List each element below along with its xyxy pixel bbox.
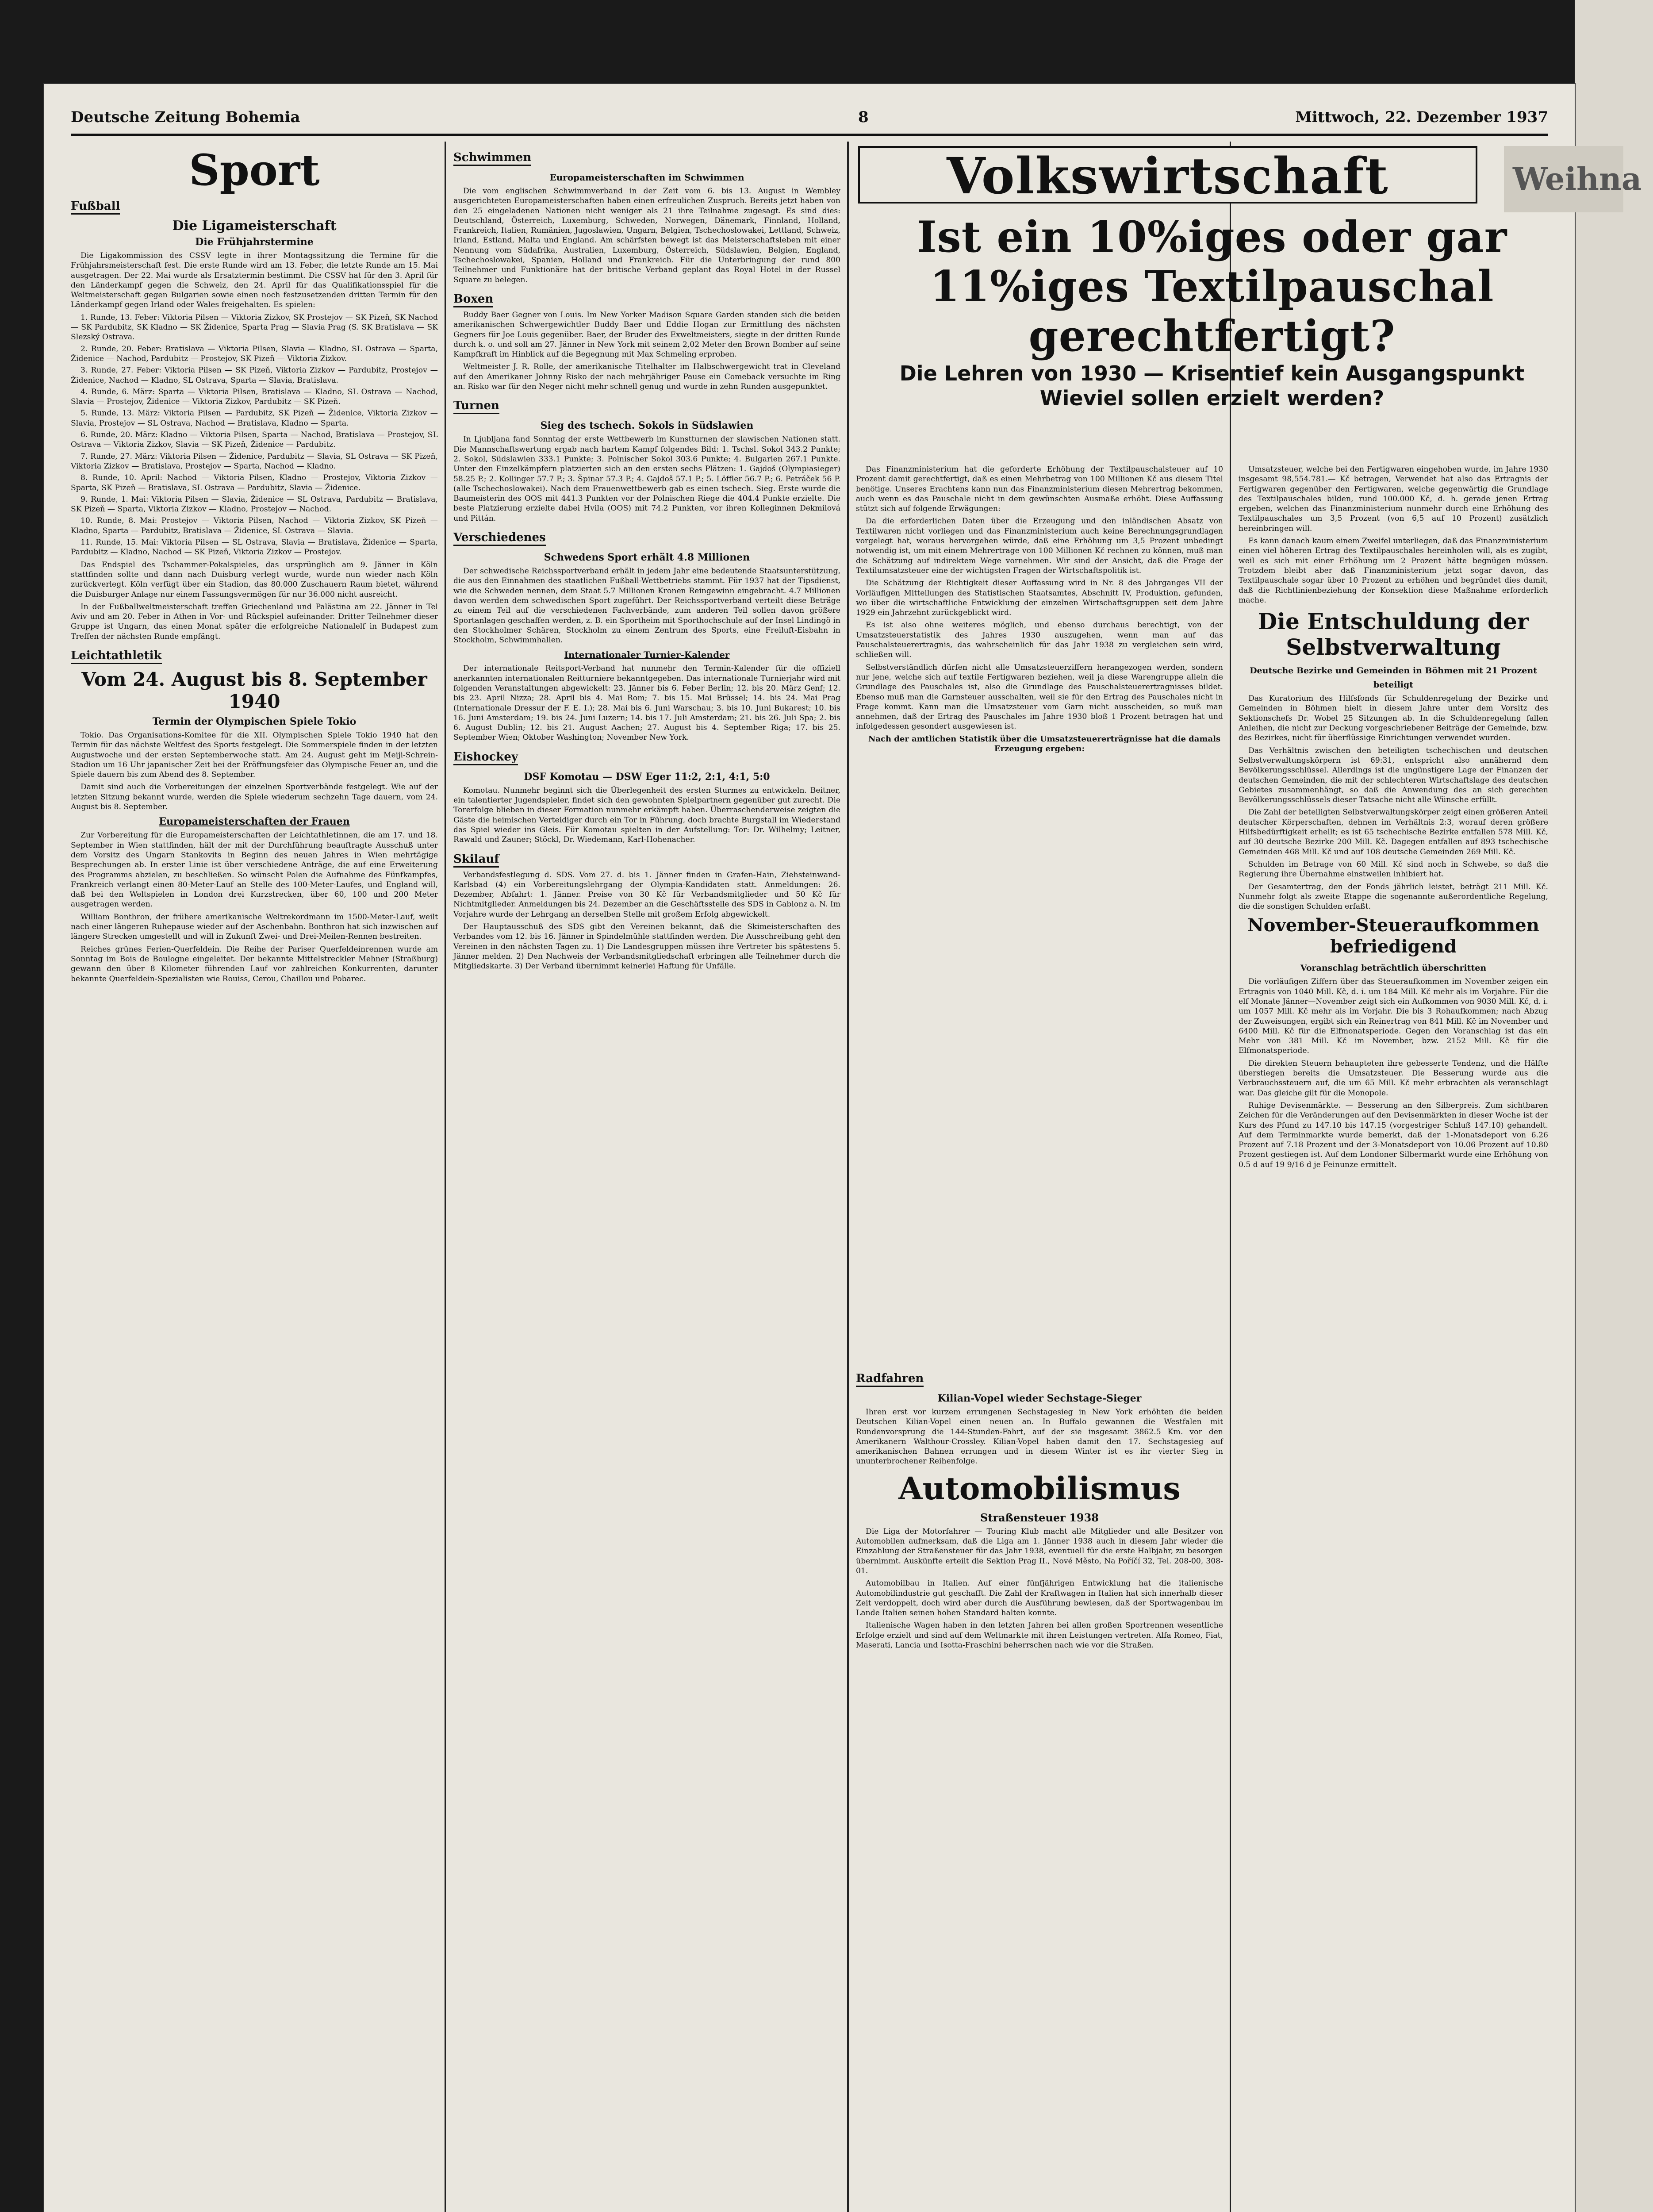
- article-text: Das Kuratorium des Hilfsfonds für Schuldenregelung der Bezirke und Gemeinden in Böhmen hielt in diesem Jahre unter dem Vorsitz des Sektionschefs Dr. Wobel 25 Sitzungen ab. In die Schuldenregelung fallen Anleihen, die nicht zur Deckung vorgeschriebener Beiträge der Gemeinde, bzw. des Bezirkes, nicht für überflüssige Einrichtungen verwendet wurden.: [1239, 694, 1548, 743]
- article-text: Das Endspiel des Tschammer-Pokalspieles, das ursprünglich am 9. Jänner in Köln stattfinden sollte und dann nach Duisburg verlegt wurde, wurde nun wieder nach Köln zurückverlegt. Köln verfügt über ein Stadion, das 80.000 Zuschauern Raum bietet, während die Duisburger Anlage nur einem Fassungsvermögen für nur 36.000 nicht ausreicht.: [71, 560, 438, 599]
- list-item: 8. Runde, 10. April: Nachod — Viktoria Pilsen, Kladno — Prostejov, Viktoria Zizkov — Sparta, SK Pizeň — Bratislava, SL Ostrava — Pardubitz, Slavia — Židenice.: [71, 473, 438, 492]
- section-leichtathletik: Leichtathletik: [71, 649, 162, 664]
- automobilismus-title: Automobilismus: [898, 1470, 1181, 1507]
- article-text: Umsatzsteuer, welche bei den Fertigwaren eingehoben wurde, im Jahre 1930 insgesamt 98,554.781.— Kč betragen, Verwendet hat also das Ertragnis der Fertigwaren gegenüber den Fertigwaren, welche gegenwärtig die Grundlage des Textilpauschales bilden, rund 100.000 Kč, d. h. gerade jenen Ertrag ergeben, welchen das Finanzministerium nunmehr durch eine Erhöhung des Textilpauschales um 3,5 Prozent (von 6,5 auf 10 Prozent) zusätzlich hereinbringen will.: [1239, 465, 1548, 533]
- economy-column: [856, 465, 1223, 1349]
- newspaper-page: [44, 84, 1642, 2212]
- subheadline: DSF Komotau — DSW Eger 11:2, 2:1, 4:1, 5:0: [524, 771, 770, 783]
- subheadline: Europameisterschaften im Schwimmen: [549, 172, 744, 183]
- subheadline: Deutsche Bezirke und Gemeinden in Böhmen mit 21 Prozent beteiligt: [1250, 666, 1537, 690]
- article-text: Nach der amtlichen Statistik über die Umsatzsteuererträgnisse hat die damals Erzeugung ergeben:: [868, 734, 1221, 754]
- round-list: [71, 313, 438, 557]
- issue-date: Mittwoch, 22. Dezember 1937: [1295, 108, 1548, 126]
- article-text: Ruhige Devisenmärkte. — Besserung an den Silberpreis. Zum sichtbaren Zeichen für die Veränderungen auf den Devisenmärkten in dieser Woche ist der Kurs des Pfund zu 147.10 bis 147.15 (vorgestriger Schluß 147.10) gehandelt. Auf dem Terminmarkte wurde bemerkt, daß der 1-Monatsdeport von 6.26 Prozent auf 7.18 Prozent und der 3-Monatsdeport von 10.06 Prozent auf 10.80 Prozent gestiegen ist. Auf dem Londoner Silbermarkt wurde eine Erhöhung von 0.5 d auf 19 9/16 d je Feinunze ermittelt.: [1239, 1101, 1548, 1169]
- subheadline: Voranschlag beträchtlich überschritten: [1300, 963, 1487, 973]
- sport-column: [71, 146, 438, 2212]
- article-text: Da die erforderlichen Daten über die Erzeugung und den inländischen Absatz von Textilwaren nicht vorliegen und das Finanzministerium auch keine Berechnungsgrundlagen vorgelegt hat, woraus hervorgehen würde, daß eine Erhöhung um 3,5 Prozent unbedingt notwendig ist, um mit einem Mehrertrage von 100 Millionen Kč rechnen zu können, muß man die Schätzung auf indirektem Wege vornehmen. Wir sind der Ansicht, daß die Frage der Textilumsatzsteuer eine der wichtigsten Fragen der Wirtschaftspolitik ist.: [856, 517, 1223, 575]
- list-item: 7. Runde, 27. März: Viktoria Pilsen — Židenice, Pardubitz — Slavia, SL Ostrava — SK Pizeň, Viktoria Zizkov — Bratislava, Prostejov — Sparta, Nachod — Kladno.: [71, 452, 438, 471]
- article-text: Schulden im Betrage von 60 Mill. Kč sind noch in Schwebe, so daß die Regierung ihre Übernahme einstweilen inhibiert hat.: [1239, 860, 1548, 879]
- subheadline: Internationaler Turnier-Kalender: [564, 649, 730, 661]
- article-text: Ihren erst vor kurzem errungenen Sechstagesieg in New York erhöhten die beiden Deutschen Kilian-Vopel einen neuen an. In Buffalo gewannen die Westfalen mit Rundenvorsprung die 144-Stunden-Fahrt, auf der sie insgesamt 3862.5 Km. vor den Amerikanern Walthour-Crossley. Kilian-Vopel haben damit den 17. Sechstagesieg auf amerikanischen Bahnen errungen und in diesem Winter ist es ihr vierter Sieg in ununterbrochener Reihenfolge.: [856, 1408, 1223, 1466]
- article-text: Der schwedische Reichssportverband erhält in jedem Jahr eine bedeutende Staatsunterstützung, die aus den Einnahmen des staatlichen Fußball-Wettbetriebs stammt. Für 1937 hat der Tipsdienst, wie die Schweden nennen, dem Staat 5.7 Millionen Kronen Reingewinn eingebracht. 4.7 Millionen davon werden dem schwedischen Sport zugeführt. Der Reichssportverband verteilt diese Beträge zu einem Teil auf die verschiedenen Fachverbände, zum anderen Teil sollen davon größere Sportanlagen geschaffen werden, z. B. ein Sportheim mit Sporthochschule auf der Insel Lindingö in den Stockholmer Schären, Stockholm zu einem Zentrum des Sports, eine Freiluft-Eisbahn in Stockholm, Schwimmhallen.: [453, 567, 840, 645]
- article-text: Das Finanzministerium hat die geforderte Erhöhung der Textilpauschalsteuer auf 10 Prozent damit gerechtfertigt, daß es einen Mehrbetrag von 100 Millionen Kč aus diesem Titel benötige. Unseres Erachtens kann nun das Finanzministerium diesen Mehrertrag bekommen, auch wenn es das Pauschale nicht in dem gewünschten Ausmaße erhöht. Diese Auffassung stützt sich auf folgende Erwägungen:: [856, 465, 1223, 514]
- list-item: 5. Runde, 13. März: Viktoria Pilsen — Pardubitz, SK Pizeň — Židenice, Viktoria Zizkov — Slavia, Prostejov — SL Ostrava, Nachod — Bratislava, Kladno — Sparta.: [71, 409, 438, 428]
- section-skilauf: Skilauf: [453, 852, 499, 868]
- article-text: Die Liga der Motorfahrer — Touring Klub macht alle Mitglieder und alle Besitzer von Automobilen aufmerksam, daß die Liga am 1. Jänner 1938 auch in diesem Jahr wieder die Einzahlung der Straßensteuer für das Jahr 1938, eventuell für die erste Halbjahr, zu besorgen übernimmt. Auskünfte erteilt die Sektion Prag II., Nové Město, Na Poříčí 32, Tel. 208-00, 308-01.: [856, 1527, 1223, 1575]
- column-divider: [1230, 142, 1231, 2212]
- section-turnen: Turnen: [453, 399, 499, 414]
- headline: Vom 24. August bis 8. September 1940: [81, 668, 427, 712]
- article-text: Der Gesamtertrag, den der Fonds jährlich leistet, beträgt 211 Mill. Kč. Nunmehr folgt als zweite Etappe die sogenannte außerordentliche Regelung, die die sonstigen Schulden erfaßt.: [1239, 882, 1548, 911]
- economy-column-2: [1239, 465, 1548, 2212]
- list-item: 3. Runde, 27. Feber: Viktoria Pilsen — SK Pizeň, Viktoria Zizkov — Pardubitz, Prostejov — Židenice, Nachod — Kladno, SL Ostrava, Sparta — Slavia, Bratislava.: [71, 366, 438, 385]
- subheadline: Europameisterschaften der Frauen: [159, 816, 350, 828]
- headline: Ist ein 10%iges oder gar 11%iges Textilpauschal gerechtfertigt?: [917, 212, 1507, 361]
- subheadline: Schwedens Sport erhält 4.8 Millionen: [544, 552, 750, 564]
- list-item: 1. Runde, 13. Feber: Viktoria Pilsen — Viktoria Zizkov, SK Prostejov — SK Pizeň, SK Nachod — SK Pardubitz, SK Kladno — SK Židenice, Sparta Prag — Slavia Prag (S. SK Bratislava — SK Slezský Ostrava.: [71, 313, 438, 342]
- headline: Die Ligameisterschaft: [172, 218, 337, 234]
- masthead: [71, 108, 1548, 135]
- main-headline: [858, 212, 1566, 411]
- article-text: Die direkten Steuern behaupteten ihre gebesserte Tendenz, und die Hälfte überstiegen bereits die Umsatzsteuer. Die Besserung wurde aus die Verbrauchssteuern auf, die um 65 Mill. Kč mehr erbrachten als veranschlagt war. Das gleiche gilt für die Monopole.: [1239, 1059, 1548, 1098]
- article-text: Die vom englischen Schwimmverband in der Zeit vom 6. bis 13. August in Wembley ausgerichteten Europameisterschaften haben einen erfreulichen Zuspruch. Bereits jetzt haben von den 25 eingeladenen Nationen nicht weniger als 21 ihre Teilnahme zugesagt. Es sind dies: Deutschland, Österreich, Luxemburg, Schweden, Norwegen, Dänemark, Finnland, Holland, Frankreich, Italien, Rumänien, Jugoslawien, Ungarn, Belgien, Tschechoslowakei, Lettland, Schweiz, Irland, Estland, Malta und England. Am schärfsten bewegt ist das Meisterschaftsleben mit einer Nennung vom Südafrika, Australien, Luxemburg, Österreich, Südslawien, Belgien, England, Tschechoslowakei, Spanien, Holland und Frankreich. Für die Unterbringung der rund 800 Teilnehmer und Funktionäre hat der britische Verband geplant das Royal Hotel in der Russel Square zu belegen.: [453, 187, 840, 284]
- list-item: 10. Runde, 8. Mai: Prostejov — Viktoria Pilsen, Nachod — Viktoria Zizkov, SK Pizeň — Kladno, Sparta — Pardubitz, Bratislava — Židenice, SL Ostrava — Slavia.: [71, 516, 438, 535]
- article-text: Damit sind auch die Vorbereitungen der einzelnen Sportverbände festgelegt. Wie auf der letzten Sitzung bekannt wurde, werden die Spiele wiederum sechzehn Tage dauern, vom 24. August bis 8. September.: [71, 783, 438, 812]
- article-text: Italienische Wagen haben in den letzten Jahren bei allen großen Sportrennen wesentliche Erfolge erzielt und sind auf dem Weltmarkte mit ihren Leistungen vertreten. Alfa Romeo, Fiat, Maserati, Lancia und Isotta-Fraschini beherrschen nach wie vor die Straßen.: [856, 1621, 1223, 1650]
- article-text: Tokio. Das Organisations-Komitee für die XII. Olympischen Spiele Tokio 1940 hat den Termin für das nächste Weltfest des Sports festgelegt. Die Sommerspiele finden in der letzten Augustwoche und der ersten Septemberwoche statt. Am 24. August geht im Meiji-Schrein-Stadion um 16 Uhr japanischer Zeit bei der Eröffnungsfeier das Olympische Feuer an, und die Spiele dauern bis zum Abend des 8. September.: [71, 730, 438, 780]
- article-text: Die vorläufigen Ziffern über das Steueraufkommen im November zeigen ein Ertragnis von 1040 Mill. Kč, d. i. um 184 Mill. Kč mehr als im Vorjahre. Für die elf Monate Jänner—November zeigt sich ein Aufkommen von 9030 Mill. Kč, d. i. um 1057 Mill. Kč mehr als im Vorjahr. Die bis 3 Rohaufkommen; nach Abzug der Zuweisungen, ergibt sich ein Reinertrag von 841 Mill. Kč im November und 6400 Mill. Kč für die Elfmonatsperiode. Gegen den Voranschlag ist das ein Mehr von 381 Mill. Kč im November, bzw. 2152 Mill. Kč für die Elfmonatsperiode.: [1239, 977, 1548, 1056]
- list-item: 2. Runde, 20. Feber: Bratislava — Viktoria Pilsen, Slavia — Kladno, SL Ostrava — Sparta, Židenice — Nachod, Pardubitz — Prostejov, SK Pizeň — Viktoria Zizkov.: [71, 344, 438, 363]
- headline: November-Steueraufkommen befriedigend: [1247, 915, 1539, 957]
- article-text: Die Ligakommission des CSSV legte in ihrer Montagssitzung die Termine für die Frühjahrsmeisterschaft fest. Die erste Runde wird am 13. Feber, die letzte Runde am 15. Mai ausgetragen. Der 22. Mai wurde als Ersatztermin bestimmt. Die CSSV hat für den 3. April für den Länderkampf gegen die Schweiz, den 24. April für das Qualifikationsspiel für die Weltmeisterschaft gegen Bulgarien sowie einen noch festzusetzenden dritten Termin für den Länderkampf gegen Irland oder Wales freigehalten. Es spielen:: [71, 251, 438, 310]
- section-divider: [847, 142, 849, 2212]
- article-text: Verbandsfestlegung d. SDS. Vom 27. d. bis 1. Jänner finden in Grafen-Hain, Ziehsteinwand-Karlsbad (4) ein Vorbereitungslehrgang der Olympia-Kandidaten statt. Anmeldungen: 26. Dezember, Abfahrt: 1. Jänner. Preise von 30 Kč für Verbandsmitglieder und 50 Kč für Nichtmitglieder. Anmeldungen bis 24. Dezember an die Geschäftsstelle des SDS in Gablonz a. N. Im Vorjahre wurde der Lehrgang an derselben Stelle mit großem Erfolg abgewickelt.: [453, 870, 840, 919]
- page-edge: [1575, 0, 1653, 2212]
- article-text: Der internationale Reitsport-Verband hat nunmehr den Termin-Kalender für die offiziell anerkannten internationalen Reitturniere bekanntgegeben. Das internationale Turnierjahr wird mit folgenden Veranstaltungen abgewickelt: 23. Jänner bis 6. Feber Berlin; 12. bis 20. März Genf; 12. bis 23. April Nizza; 28. April bis 4. Mai Rom; 7. bis 15. Mai Brüssel; 14. bis 24. Mai Prag (Internationale Dressur der F. E. I.); 28. Mai bis 6. Juni Warschau; 3. bis 10. Juni Bukarest; 10. bis 16. Juni Amsterdam; 19. bis 24. Juni Luzern; 14. bis 17. Juli Amsterdam; 21. bis 26. Juli Spa; 2. bis 6. August Dublin; 12. bis 21. August Aachen; 27. August bis 4. September Riga; 17. bis 25. September Wien; Oktober Washington; November New York.: [453, 664, 840, 742]
- column-divider: [445, 142, 446, 2212]
- list-item: 4. Runde, 6. März: Sparta — Viktoria Pilsen, Bratislava — Kladno, SL Ostrava — Nachod, Slavia — Prostejov, Židenice — Viktoria Zizkov, Pardubitz — SK Pizeň.: [71, 387, 438, 407]
- subheadline: Die Frühjahrstermine: [195, 236, 314, 248]
- article-text: Weltmeister J. R. Rolle, der amerikanische Titelhalter im Halbschwergewicht trat in Cleveland auf den Amerikaner Johnny Risko der nach mehrjähriger Pause ein Comeback versuchte im Ring an. Risko war für den Neger nicht mehr schnell genug und wurde in zehn Runden ausgepunktet.: [453, 362, 840, 392]
- article-text: Selbstverständlich dürfen nicht alle Umsatzsteuerziffern herangezogen werden, sondern nur jene, welche sich auf textile Fertigwaren beziehen, weil ja diese Warengruppe allein die Grundlage des Pauschales ist, also die Grundlage des Pauschalsteuerertragnisses bildet. Ebenso muß man die Garnsteuer ausschalten, weil sie für den Ertrag des Pauschales nicht in Frage kommt. Kann man die Umsatzsteuer vom Garn nicht ausscheiden, so muß man annehmen, daß der Ertrag des Pauschales im Jahre 1930 bloß 1 Prozent betragen hat und infolgedessen gesondert ausgewiesen ist.: [856, 663, 1223, 731]
- subheadline: Die Lehren von 1930 — Krisentief kein Ausgangspunkt Wieviel sollen erzielt werden?: [899, 361, 1525, 410]
- article-text: In Ljubljana fand Sonntag der erste Wettbewerb im Kunstturnen der slawischen Nationen statt. Die Mannschaftswertung ergab nach hartem Kampf folgendes Bild: 1. Tschsl. Sokol 343.2 Punkte; 2. Sokol, Südslawien 333.1 Punkte; 3. Polnischer Sokol 303.6 Punkte; 4. Bulgarien 267.1 Punkte. Unter den Einzelkämpfern platzierten sich an den ersten sechs Plätzen: 1. Gajdoš (Olympiasieger) 58.25 P.; 2. Kollinger 57.7 P.; 3. Špinar 57.3 P.; 4. Gajdoš 57.1 P.; 5. Löffler 56.7 P.; 6. Petráček 56 P. (alle Tschechoslowakei). Nach dem Frauenwettbewerb gab es einen tschech. Sieg. Erste wurde die Baumeisterin des OOS mit 441.3 Punkten vor der Polnischen Riege die 404.4 Punkte erzielte. Die beste Platzierung erzielte dabei Hvila (OOS) mit 74.2 Punkten, vor ihren Kolleginnen Dekmilová und Pittán.: [453, 435, 840, 523]
- section-verschiedenes: Verschiedenes: [453, 530, 546, 546]
- page-number: 8: [858, 108, 869, 126]
- volkswirtschaft-title: Volkswirtschaft: [858, 146, 1477, 204]
- article-text: Reiches grünes Ferien-Querfeldein. Die Reihe der Pariser Querfeldeinrennen wurde am Sonntag im Bois de Boulogne eingeleitet. Der bekannte Mittelstreckler Mehner (Straßburg) gewann den über 8 Kilometer führenden Lauf vor zahlreichen Konkurrenten, darunter bekannte Querfeldein-Spezialisten wie Rouiss, Cerou, Chaillou und Pobarec.: [71, 945, 438, 983]
- subheadline: Termin der Olympischen Spiele Tokio: [152, 715, 357, 727]
- advertisement: Weihna: [1504, 146, 1623, 212]
- article-text: Zur Vorbereitung für die Europameisterschaften der Leichtathletinnen, die am 17. und 18. September in Wien stattfinden, hält der mit der Durchführung beauftragte Ausschuß unter dem Vorsitz des Ungarn Stankovits in Beginn des neuen Jahres in Wien mehrtägige Besprechungen ab. In erster Linie ist über verschiedene Anträge, die auf eine Erweiterung des Programms abzielen, zu beschließen. So wünscht Polen die Aufnahme des Fünfkampfes, Frankreich verlangt einen 80-Meter-Lauf an Stelle des 100-Meter-Laufes, und England will, daß bei den Weltspielen in London drei Kurzstrecken, über 60, 100 und 200 Meter ausgetragen werden.: [71, 831, 438, 909]
- article-text: In der Fußballweltmeisterschaft treffen Griechenland und Palästina am 22. Jänner in Tel Aviv und am 20. Feber in Athen in Vor- und Rückspiel aufeinander. Dritter Teilnehmer dieser Gruppe ist Ungarn, das einen Monat später die erfolgreiche Nationalelf in Budapest zum Treffen der nächsten Runde empfängt.: [71, 602, 438, 641]
- article-text: Automobilbau in Italien. Auf einer fünfjährigen Entwicklung hat die italienische Automobilindustrie gut geschafft. Die Zahl der Kraftwagen in Italien hat sich innerhalb dieser Zeit verdoppelt, doch wird aber durch die Ausführung bewiesen, daß der Sportwagenbau im Lande Italien seinen hohen Standard halten konnte.: [856, 1579, 1223, 1618]
- section-eishockey: Eishockey: [453, 750, 518, 765]
- list-item: 6. Runde, 20. März: Kladno — Viktoria Pilsen, Sparta — Nachod, Bratislava — Prostejov, SL Ostrava — Viktoria Zizkov, Slavia — SK Pizeň, Židenice — Pardubitz.: [71, 430, 438, 449]
- subheadline: Sieg des tschech. Sokols in Südslawien: [540, 420, 754, 432]
- section-boxen: Boxen: [453, 292, 493, 307]
- article-text: William Bonthron, der frühere amerikanische Weltrekordmann im 1500-Meter-Lauf, weilt nach einer längeren Ruhepause wieder auf der Aschenbahn. Bonthron hat sich inzwischen auf längere Strecken umgestellt und will in Zukunft Zwei- und Drei-Meilen-Rennen bestreiten.: [71, 912, 438, 941]
- article-text: Die Schätzung der Richtigkeit dieser Auffassung wird in Nr. 8 des Jahrganges VII der Vorläufigen Mitteilungen des Statistischen Staatsamtes, Abschnitt IV, Produktion, gefunden, wo über die wirtschaftliche Entwicklung der einzelnen Wirtschaftsgruppen seit dem Jahre 1929 ein Jahrzehnt zurückgeblickt wird.: [856, 579, 1223, 618]
- article-text: Buddy Baer Gegner von Louis. Im New Yorker Madison Square Garden standen sich die beiden amerikanischen Schwergewichtler Buddy Baer und Eddie Hogan zur Ermittlung des nächsten Gegners für Joe Louis gegenüber. Baer, der Bruder des Exweltmeisters, siegte in der dritten Runde durch k. o. und soll am 27. Jänner in New York mit seinem 2,02 Meter den Brown Bomber auf seine Kampfkraft im Hinblick auf die Begegnung mit Max Schmeling erproben.: [453, 310, 840, 359]
- section-radfahren: Radfahren: [856, 1371, 924, 1387]
- article-text: Der Hauptausschuß des SDS gibt den Vereinen bekannt, daß die Skimeisterschaften des Verbandes vom 12. bis 16. Jänner in Spindelmühle stattfinden werden. Die Ausschreibung geht den Vereinen in den nächsten Tagen zu. 1) Die Landesgruppen müssen ihre Vertreter bis spätestens 5. Jänner melden. 2) Den Nachweis der Verbandsmitgliedschaft erbringen alle Teilnehmer durch die Mitgliedskarte. 3) Der Verband übernimmt keinerlei Haftung für Unfälle.: [453, 922, 840, 971]
- subheadline: Kilian-Vopel wieder Sechstage-Sieger: [937, 1393, 1142, 1404]
- article-text: Es ist also ohne weiteres möglich, und ebenso durchaus berechtigt, von der Umsatzsteuerstatistik des Jahres 1930 auszugehen, wenn man auf das Pauschalsteuerertragnis, das wahrscheinlich für das Jahr 1938 zu vergleichen sein wird, schließen will.: [856, 621, 1223, 660]
- article-text: Die Zahl der beteiligten Selbstverwaltungskörper zeigt einen größeren Anteil deutscher Körperschaften, dehnen im Verhältnis 2:3, worauf deren größere Hilfsbedürftigkeit erhellt; es ist 65 tschechische Bezirke entfallen 578 Mill. Kč, auf 30 deutsche Bezirke 200 Mill. Kč. Dagegen entfallen auf 893 tschechische Gemeinden 468 Mill. Kč und auf 108 deutsche Gemeinden 269 Mill. Kč.: [1239, 808, 1548, 856]
- sport-title: Sport: [189, 145, 320, 195]
- article-text: Es kann danach kaum einem Zweifel unterliegen, daß das Finanzministerium einen viel höheren Ertrag des Textilpauschales hereinholen will, als es zugibt, weil es sich mit einer Erhöhung um 2 Prozent hätte begnügen müssen. Trotzdem bleibt aber daß Finanzministerium jetzt sogar davon, das Textilpauschale sogar über 10 Prozent zu erhöhen und begründet dies damit, daß die Richtlinienbeziehung der Konsektion diese Maßnahme erforderlich mache.: [1239, 537, 1548, 605]
- article-text: Das Verhältnis zwischen den beteiligten tschechischen und deutschen Selbstverwaltungskörpern ist 69:31, entspricht also annähernd dem Bevölkerungsschlüssel. Allerdings ist die ungünstigere Lage der Finanzen der deutschen Gemeinden, die mit der schlechteren Wirtschaftslage des deutschen Gebietes zusammenhängt, so daß die Anwendung des an sich gerechten Bevölkerungsschlüssels dieser Tatsache nicht alle Wünsche erfüllt.: [1239, 746, 1548, 805]
- paper-name: Deutsche Zeitung Bohemia: [71, 108, 300, 126]
- article-text: Komotau. Nunmehr beginnt sich die Überlegenheit des ersten Sturmes zu entwickeln. Beitner, ein talentierter Jugendspieler, findet sich den gewohnten Spielpartnern gegenüber gut zurecht. Die Torerfolge blieben in dieser Formation nunmehr erkämpft haben. Überraschenderweise zeigten die Gäste die heimischen Verteidiger durch ein Tor in Führung, doch brachte Burgstall im Wiederstand das Spiel wieder ins Gleis. Für Komotau spielten in der Aufstellung: Tor: Dr. Wilhelmy; Leitner, Rawald und Zauner; Stöckl, Dr. Wiedemann, Karl-Hohenacher.: [453, 786, 840, 845]
- subheadline: Straßensteuer 1938: [980, 1511, 1099, 1524]
- list-item: 11. Runde, 15. Mai: Viktoria Pilsen — SL Ostrava, Slavia — Bratislava, Židenice — Sparta, Pardubitz — Kladno, Nachod — SK Pizeň, Viktoria Zizkov — Prostejov.: [71, 538, 438, 557]
- section-schwimmen: Schwimmen: [453, 150, 531, 166]
- list-item: 9. Runde, 1. Mai: Viktoria Pilsen — Slavia, Židenice — SL Ostrava, Pardubitz — Bratislava, SK Pizeň — Sparta, Viktoria Zizkov — Kladno, Prostejov — Nachod.: [71, 495, 438, 514]
- headline: Die Entschuldung der Selbstverwaltung: [1258, 608, 1529, 661]
- sport-column-3: [856, 1367, 1223, 2212]
- masthead-rule: [71, 134, 1548, 136]
- section-fussball: Fußball: [71, 199, 120, 215]
- sport-column-2: [453, 146, 840, 2212]
